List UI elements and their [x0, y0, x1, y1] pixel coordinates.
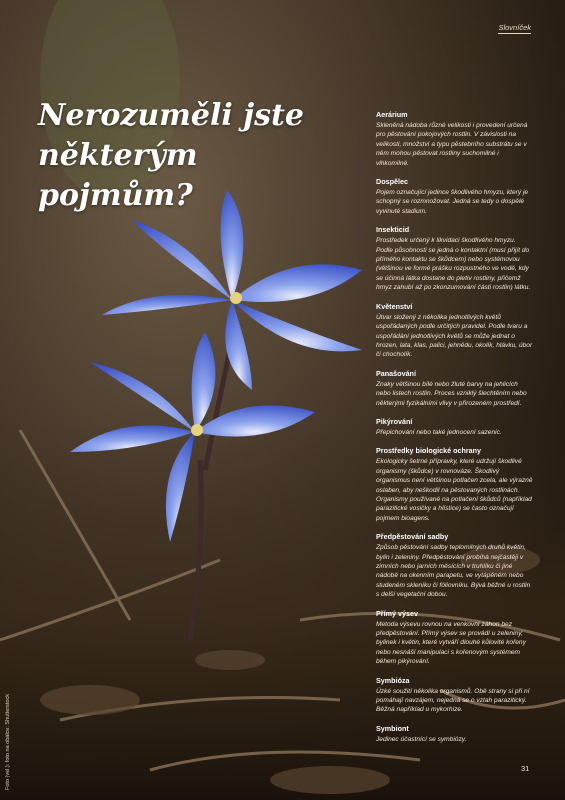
page-number: 31: [521, 764, 530, 773]
glossary-item: [376, 302, 533, 360]
page-title: Nerozuměli jste některým pojmům?: [38, 98, 304, 213]
glossary-term: Symbiont: [376, 723, 409, 733]
glossary-term: Symbióza: [376, 675, 410, 685]
glossary-definition: Prostředek určený k likvidaci škodlivého hmyzu. Podle působnosti se jedná o kontaktní (musí přijít do přímého kontaktu se škůdcem) nebo systémovou (většinou ve formě prášku rozpustného ve vodě, kdy se účinná látka dostane do pletiv rostliny, přičemž hmyz zahubí až po zkonzumování části rostlin) látku.: [376, 237, 531, 292]
glossary-item: [376, 225, 533, 292]
glossary-definition: Přepichování nebo také jednocení sazenic.: [376, 428, 502, 436]
glossary-term: Květenství: [376, 301, 413, 311]
glossary-term: Prostředky biologické ochrany: [376, 446, 482, 456]
glossary-definition: Způsob pěstování sadby teplomilných druhů květin, bylin i zeleniny. Předpěstování probíhá nejčastěji v zimních nebo jarních měsících v truhlíku či jiné nádobě na okenním parapetu, ve vytápěném nebo studeném skleníku či fóliovníku. Bývá běžné u rostlin s delší vegetační dobou.: [376, 544, 531, 599]
glossary-definition: Jedinec účastnící se symbiózy.: [376, 735, 467, 743]
photo-credit-text: Foto (vel.): foto na obálce: Shutterstock: [5, 694, 11, 790]
glossary-definition: Metoda výsevu rovnou na venkovní záhon bez předpěstování. Přímý výsev se provádí u zeleniny, bylinek i květin, které vytváří dlouhé kůlovité kořeny nebo nesnáší manipulaci s kořenovým systémem během pikýrování.: [376, 620, 526, 666]
glossary-definition: Pojem označující jedince škodlivého hmyzu, který je schopný se rozmnožovat. Jedná se tedy o dospělé vyvinuté stadium.: [376, 189, 529, 215]
glossary-item: [376, 676, 533, 715]
glossary-item: [376, 417, 533, 437]
section-label: Slovníček: [498, 23, 531, 32]
glossary-term: Aerárium: [376, 110, 408, 119]
glossary-term: Panašování: [376, 368, 416, 378]
glossary-term: Pikýrování: [376, 416, 413, 426]
glossary-item: [376, 532, 533, 599]
glossary-definition: Útvar složený z několika jednotlivých květů uspořádaných podle určitých pravidel. Podle tvaru a uspořádání jednotlivých květů se může jednat o hrozen, lata, klas, palici, jehnědu, okolík, hlávku, úbor či chocholík.: [376, 313, 533, 359]
glossary-term: Dospělec: [376, 177, 408, 187]
glossary-item: [376, 369, 533, 408]
glossary-definition: Skleněná nádoba různé velikosti i provedení určená pro pěstování pokojových rostlin. V závislosti na velikosti, množství a typu pěstebního substrátu se v něm mohou pěstovat rostliny suchomilné i vlhkomilné.: [376, 122, 528, 167]
glossary-definition: Znaky většinou bílé nebo žluté barvy na jehlicích nebo listech rostlin. Proces vzniklý šlechtěním nebo některými fyzikálními vlivy v přirozeném prostředí.: [376, 380, 527, 407]
glossary-item: [376, 724, 533, 744]
glossary-item: [376, 177, 533, 216]
glossary-term: Insekticid: [376, 225, 410, 235]
glossary-item: [376, 110, 533, 168]
glossary-item: [376, 609, 533, 667]
glossary-item: [376, 446, 533, 523]
photo-credit: [5, 690, 13, 790]
glossary-definition: Ekologicky šetrné přípravky, které udržují škodlivé organismy (škůdce) v rovnováze. Škodlivý organismus není většinou potlačen zcela, ale výrazně oslaben, aby neškodil na pěstovaných rostlinách. Organismy používané na potlačení škůdců (například parazitické vosičky a hlístice) se často označují pojmem bioagens.: [376, 458, 533, 522]
glossary-term: Předpěstování sadby: [376, 532, 449, 542]
glossary-list: [376, 110, 533, 753]
glossary-definition: Úzké soužití několika organismů. Obě strany si při ní pomáhají navzájem, nejedná se o vztah parazitický. Běžná například u mykorhize.: [376, 687, 530, 714]
glossary-term: Přímý výsev: [376, 608, 418, 618]
